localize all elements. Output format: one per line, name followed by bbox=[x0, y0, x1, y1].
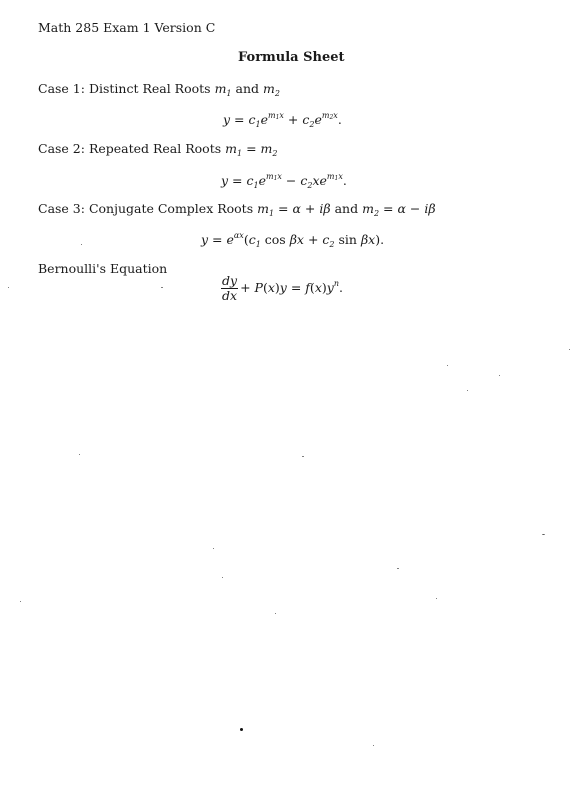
scan-speck bbox=[222, 577, 223, 578]
scan-speck bbox=[20, 601, 21, 602]
case-3-root-1: $m_1 = \alpha + i\beta$ bbox=[257, 201, 331, 218]
scan-speck bbox=[79, 454, 80, 455]
scan-speck bbox=[397, 568, 399, 569]
scan-speck bbox=[373, 745, 374, 746]
scan-speck bbox=[275, 613, 276, 614]
scan-speck bbox=[240, 728, 243, 731]
case-1-connector: and bbox=[235, 81, 260, 96]
case-1-root-2: $m_2$ bbox=[263, 81, 280, 98]
case-2-heading bbox=[38, 141, 277, 158]
case-3-label: Case 3: Conjugate Complex Roots bbox=[38, 201, 254, 216]
scan-speck bbox=[447, 365, 448, 366]
bernoulli-heading: Bernoulli's Equation bbox=[38, 261, 168, 276]
case-3-connector: and bbox=[334, 201, 359, 216]
dy-dx-fraction: $\frac{dy}{dx}$ bbox=[222, 273, 238, 303]
case-3-heading bbox=[38, 201, 436, 218]
scan-speck bbox=[302, 456, 304, 457]
bernoulli-equation: $\frac{dy}{dx}$ + $P(x)y = f(x)y^n$. bbox=[222, 273, 343, 303]
case-2-roots-equal: $m_1 = m_2$ bbox=[225, 141, 278, 158]
case-1-label: Case 1: Distinct Real Roots bbox=[38, 81, 211, 96]
scan-speck bbox=[499, 375, 500, 376]
scan-speck bbox=[8, 287, 9, 288]
scan-speck bbox=[213, 548, 214, 549]
case-2-label: Case 2: Repeated Real Roots bbox=[38, 141, 222, 156]
page-title: Formula Sheet bbox=[238, 50, 345, 65]
case-3-solution-equation: $y = e^{\alpha x}(c_1$ $\cos \beta x + c_2$ sin βx). bbox=[201, 231, 385, 249]
case-1-solution-equation: $y = c_1e^{m1x} + c_2e^{m2x}$. bbox=[223, 111, 342, 129]
scan-speck bbox=[542, 534, 545, 535]
scan-speck bbox=[81, 244, 82, 245]
case-2-solution-equation: $y = c_1e^{m1x} - c_2xe^{m1x}$. bbox=[221, 172, 347, 190]
case-1-heading bbox=[38, 81, 280, 98]
scan-speck bbox=[161, 287, 163, 288]
case-3-root-2: $m_2 = \alpha - i\beta$ bbox=[362, 201, 436, 218]
scan-speck bbox=[467, 390, 468, 391]
case-1-root-1: $m_1$ bbox=[214, 81, 232, 98]
scan-speck bbox=[436, 598, 437, 599]
scan-speck bbox=[569, 349, 570, 350]
course-header: Math 285 Exam 1 Version C bbox=[38, 20, 216, 35]
